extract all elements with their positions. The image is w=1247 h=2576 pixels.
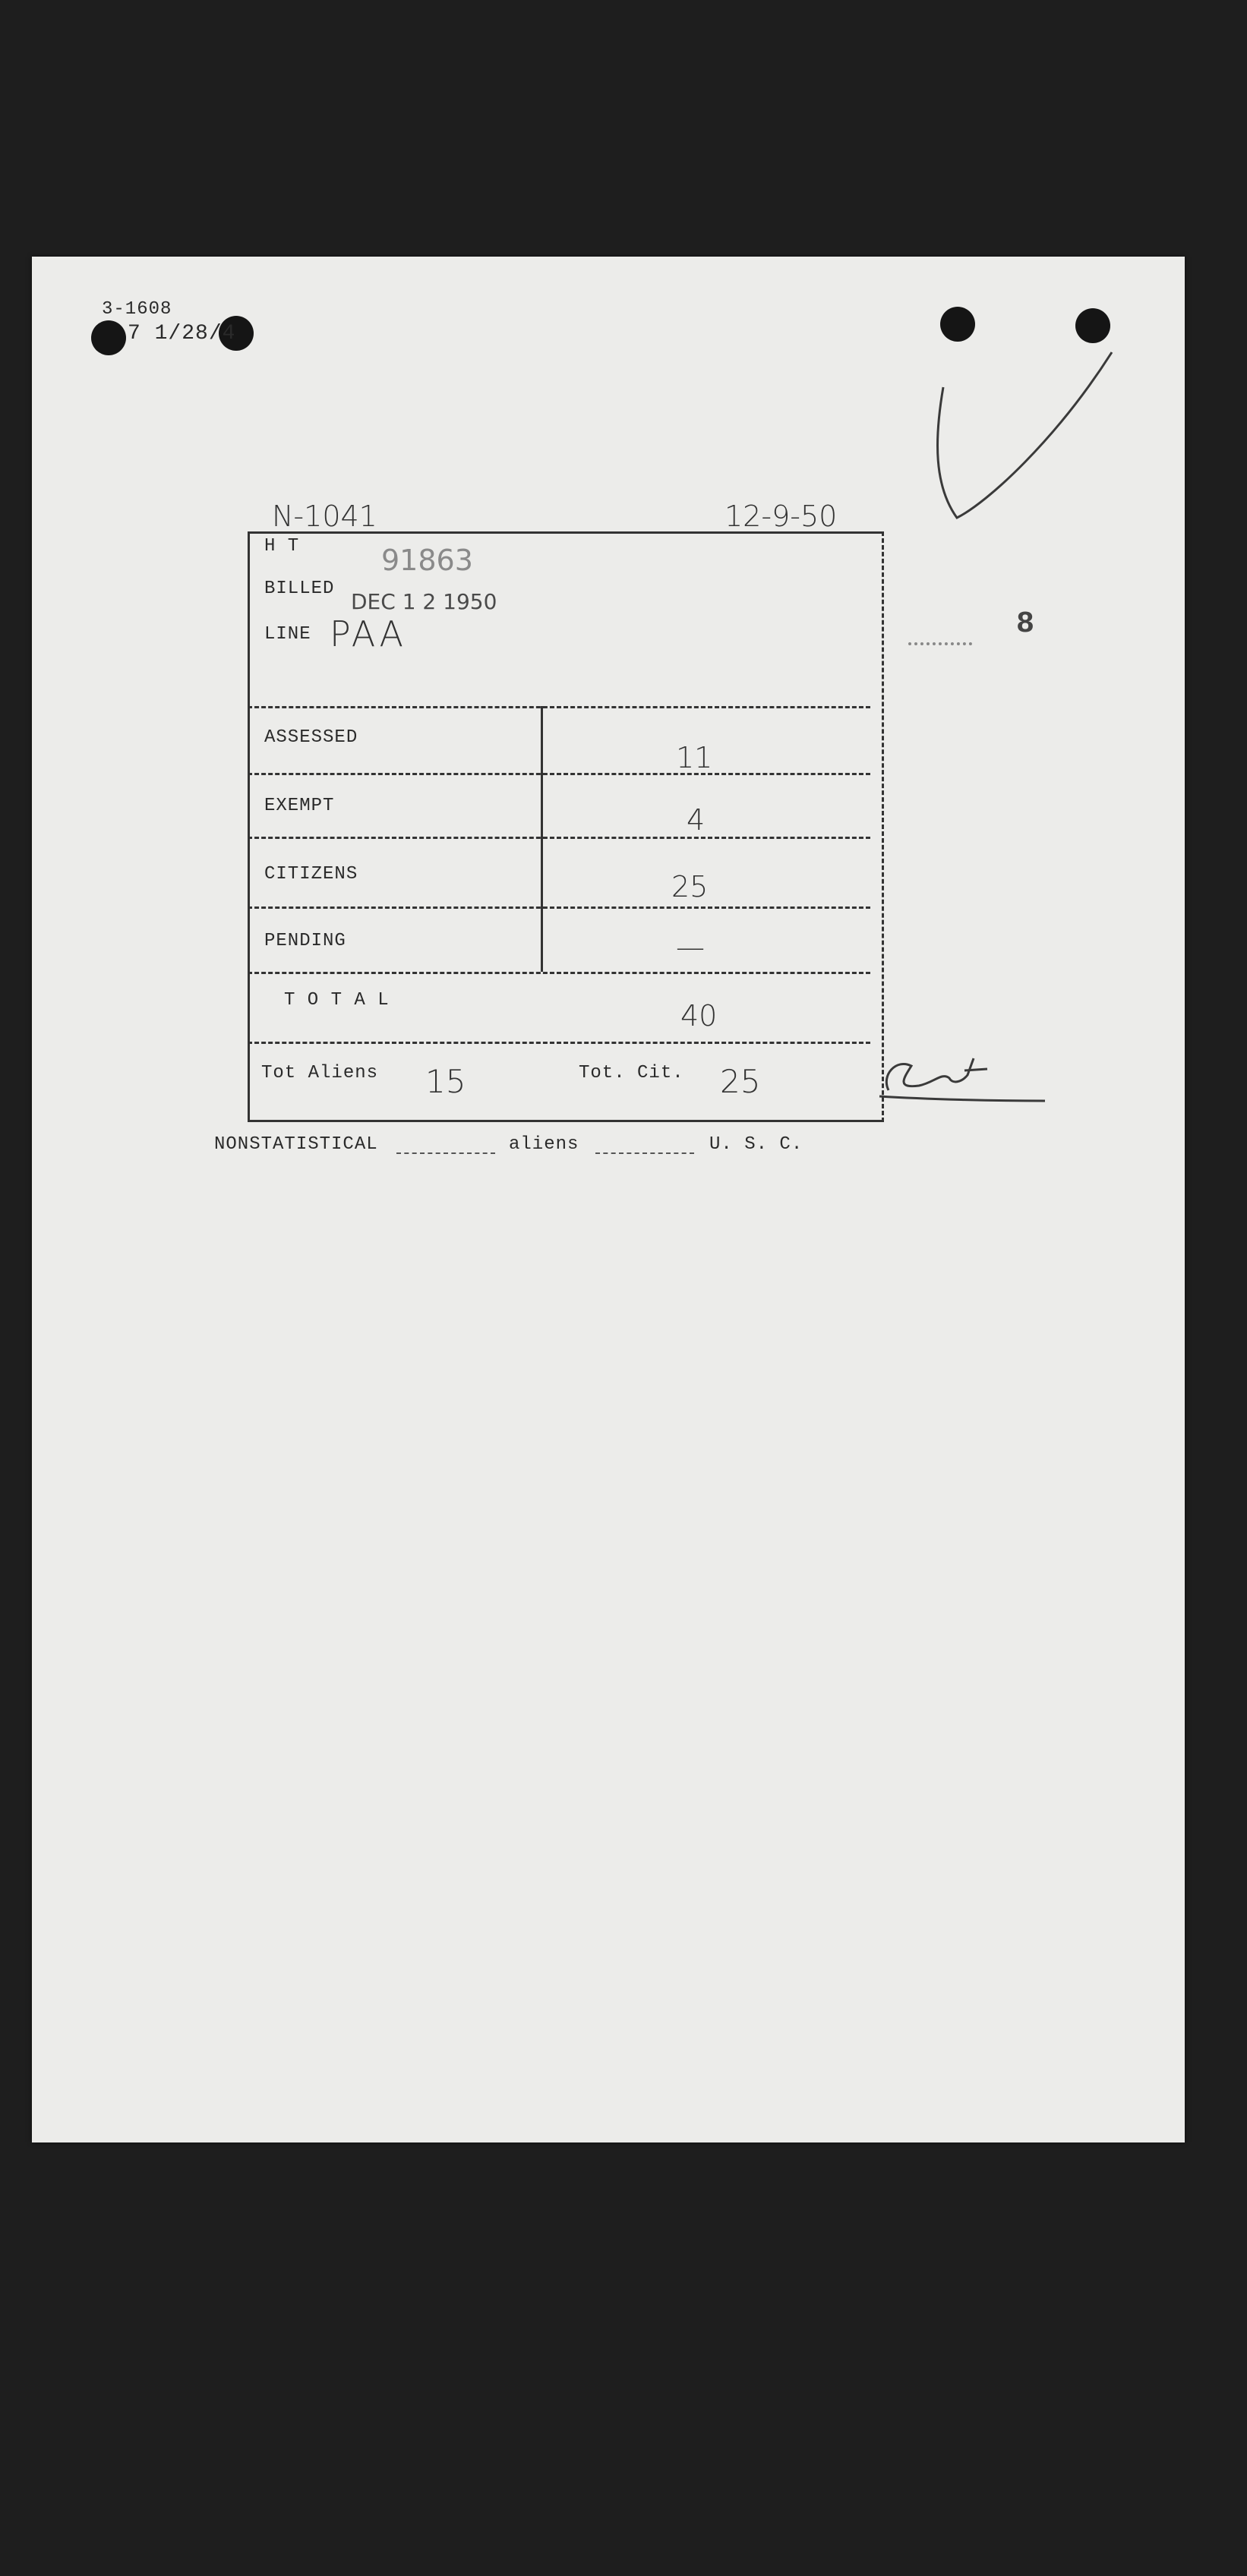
line-label: LINE (264, 624, 311, 645)
row-label-assessed: ASSESSED (264, 727, 358, 748)
row-label-citizens: CITIZENS (264, 864, 358, 884)
aliens-label: aliens (509, 1134, 579, 1155)
rule-header (248, 706, 870, 708)
manifest-number: N-1041 (272, 500, 377, 533)
margin-number: 8 (1016, 607, 1036, 642)
check-mark (927, 342, 1124, 531)
initials-signature (873, 1052, 1056, 1113)
tot-cit-value: 25 (720, 1063, 761, 1100)
rule-pending (248, 972, 870, 974)
margin-dashes (908, 642, 972, 645)
row-value-assessed: 11 (676, 741, 713, 774)
form-revision: 7 1/28/4 (128, 322, 236, 345)
rule-total (248, 1042, 870, 1044)
row-label-pending: PENDING (264, 931, 346, 951)
rule-assessed (248, 773, 870, 775)
billed-date-stamp: DEC 1 2 1950 (351, 589, 497, 614)
usc-label: U. S. C. (709, 1134, 803, 1155)
punch-hole-left-1 (91, 320, 126, 355)
billed-label: BILLED (264, 579, 335, 599)
tot-aliens-value: 15 (425, 1063, 466, 1100)
aliens-blank (595, 1152, 694, 1154)
punch-hole-right-1 (940, 307, 975, 342)
row-value-exempt: 4 (687, 803, 706, 837)
nonstatistical-label: NONSTATISTICAL (214, 1134, 378, 1155)
total-label: T O T A L (284, 990, 390, 1011)
tot-aliens-label: Tot Aliens (261, 1063, 379, 1083)
row-value-pending: — (676, 931, 705, 964)
column-divider (541, 706, 543, 972)
ht-label: H T (264, 536, 300, 557)
total-value: 40 (680, 999, 718, 1033)
row-value-citizens: 25 (671, 870, 709, 903)
row-label-exempt: EXEMPT (264, 796, 335, 816)
rule-citizens (248, 906, 870, 909)
tot-cit-label: Tot. Cit. (579, 1063, 684, 1083)
line-value: PAA (330, 613, 407, 654)
punch-hole-right-2 (1075, 308, 1110, 343)
nonstatistical-blank (396, 1152, 495, 1154)
ht-number-stamp: 91863 (381, 544, 473, 577)
form-number: 3-1608 (102, 299, 172, 320)
handwritten-date: 12-9-50 (725, 500, 838, 533)
rule-exempt (248, 837, 870, 839)
